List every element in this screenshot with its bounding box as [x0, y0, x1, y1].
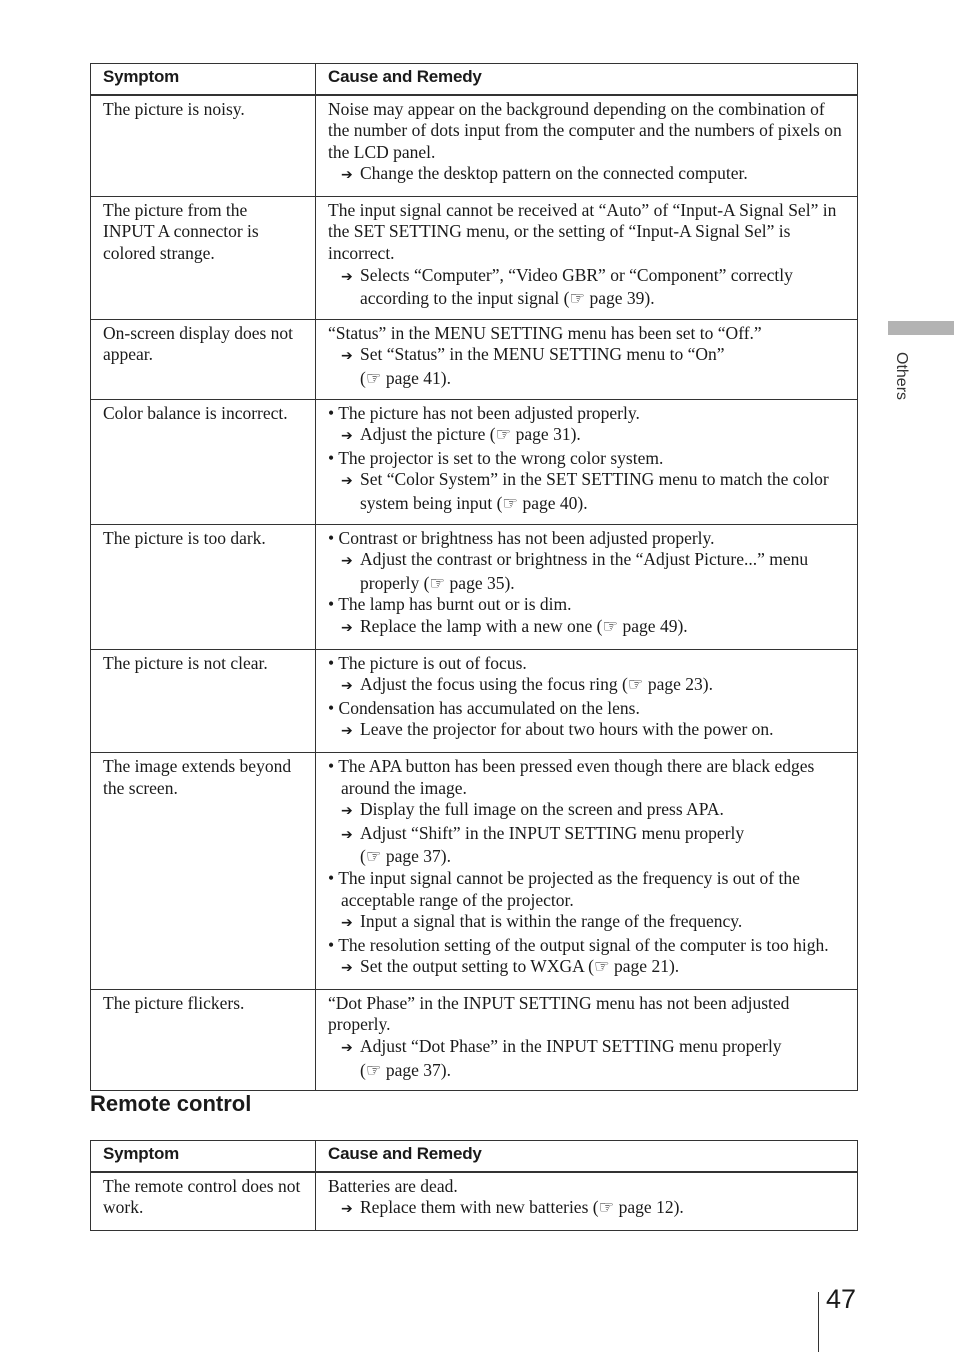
bullet-glyph: • [328, 594, 335, 615]
cause-paragraph [328, 323, 845, 345]
cause-bullet [328, 935, 845, 957]
remote-control-table [90, 1140, 858, 1231]
arrow-icon: ➔ [341, 428, 353, 445]
remedy-line [328, 799, 845, 823]
cause-text: The APA button has been pressed even though there are black edges around the image. [338, 755, 815, 798]
arrow-icon: ➔ [341, 1040, 353, 1057]
cause-bullet [328, 756, 845, 799]
cause-text: The input signal cannot be projected as the frequency is out of the acceptable range of the projector. [338, 867, 800, 910]
remedy-line [328, 1036, 845, 1060]
table-row [91, 399, 858, 524]
cause-remedy-cell [316, 649, 858, 752]
table-row [91, 319, 858, 399]
cause-remedy-cell [316, 399, 858, 524]
cause-text: The projector is set to the wrong color system. [338, 447, 664, 468]
cause-column-header: Cause and Remedy [316, 1141, 858, 1172]
remedy-line [328, 265, 845, 310]
arrow-icon: ➔ [341, 826, 353, 843]
remedy-continuation [328, 846, 845, 868]
table-row [91, 752, 858, 989]
page-reference-text: (☞ page 37). [360, 846, 452, 867]
symptom-cell: On-screen display does not appear. [91, 319, 316, 399]
bullet-glyph: • [328, 697, 335, 718]
remedy-text: Change the desktop pattern on the connected computer. [360, 163, 748, 184]
remedy-continuation [328, 1060, 845, 1082]
cause-bullet [328, 653, 845, 675]
bullet-glyph: • [328, 652, 335, 673]
arrow-icon: ➔ [341, 619, 353, 636]
remedy-text: Replace the lamp with a new one (☞ page 49). [360, 615, 688, 636]
side-tab-label: Others [893, 352, 910, 401]
remedy-text: Adjust “Dot Phase” in the INPUT SETTING menu properly [360, 1036, 782, 1057]
arrow-icon: ➔ [341, 803, 353, 820]
table-row [91, 649, 858, 752]
bullet-glyph: • [328, 447, 335, 468]
remedy-text: Display the full image on the screen and press APA. [360, 799, 724, 820]
cause-text: The lamp has burnt out or is dim. [338, 594, 572, 615]
side-tab-marker [888, 321, 954, 335]
cause-text: “Dot Phase” in the INPUT SETTING menu has not been adjusted properly. [328, 992, 790, 1035]
table-row [91, 196, 858, 319]
arrow-icon: ➔ [341, 915, 353, 932]
remedy-text: Replace them with new batteries (☞ page 12). [360, 1197, 684, 1218]
cause-column-header: Cause and Remedy [316, 64, 858, 95]
table-row [91, 1172, 858, 1231]
arrow-icon: ➔ [341, 268, 353, 285]
symptom-cell: The picture from the INPUT A connector is colored strange. [91, 196, 316, 319]
symptom-column-header: Symptom [91, 64, 316, 95]
remedy-text: Set “Status” in the MENU SETTING menu to “On” [360, 344, 725, 365]
remedy-line [328, 956, 845, 980]
symptom-cell: The picture is not clear. [91, 649, 316, 752]
arrow-icon: ➔ [341, 678, 353, 695]
symptom-cell: The picture flickers. [91, 989, 316, 1090]
remedy-line [328, 719, 845, 743]
remedy-text: Adjust “Shift” in the INPUT SETTING menu properly [360, 822, 745, 843]
table-row [91, 524, 858, 649]
cause-text: The picture is out of focus. [338, 652, 527, 673]
cause-paragraph [328, 1176, 845, 1198]
bullet-glyph: • [328, 867, 335, 888]
arrow-icon: ➔ [341, 723, 353, 740]
remedy-line [328, 344, 845, 368]
cause-bullet [328, 698, 845, 720]
cause-text: “Status” in the MENU SETTING menu has been set to “Off.” [328, 322, 762, 343]
bullet-glyph: • [328, 402, 335, 423]
page-number: 47 [826, 1284, 857, 1314]
remedy-line [328, 911, 845, 935]
table-header-row [91, 1141, 858, 1172]
cause-remedy-cell [316, 95, 858, 197]
remedy-line [328, 616, 845, 640]
cause-remedy-cell [316, 1172, 858, 1231]
cause-remedy-cell [316, 319, 858, 399]
cause-bullet [328, 868, 845, 911]
page-number-rule [818, 1292, 819, 1352]
bullet-glyph: • [328, 527, 335, 548]
arrow-icon: ➔ [341, 348, 353, 365]
arrow-icon: ➔ [341, 960, 353, 977]
remedy-line [328, 1197, 845, 1221]
symptom-cell: The picture is noisy. [91, 95, 316, 197]
remedy-text: Leave the projector for about two hours with the power on. [360, 719, 774, 740]
symptom-cell: The picture is too dark. [91, 524, 316, 649]
cause-bullet [328, 448, 845, 470]
cause-text: Contrast or brightness has not been adjusted properly. [338, 527, 715, 548]
cause-remedy-cell [316, 524, 858, 649]
remedy-line [328, 469, 845, 514]
remedy-continuation [328, 368, 845, 390]
cause-remedy-cell [316, 752, 858, 989]
remedy-line [328, 674, 845, 698]
bullet-glyph: • [328, 755, 335, 776]
cause-text: Condensation has accumulated on the lens. [338, 697, 640, 718]
remedy-text: Selects “Computer”, “Video GBR” or “Component” correctly according to the input signal (☞ page 39). [360, 264, 793, 309]
cause-text: The resolution setting of the output signal of the computer is too high. [338, 934, 829, 955]
table-row [91, 95, 858, 197]
remedy-line [328, 424, 845, 448]
cause-bullet [328, 594, 845, 616]
remedy-text: Adjust the picture (☞ page 31). [360, 424, 581, 445]
symptom-cell: Color balance is incorrect. [91, 399, 316, 524]
arrow-icon: ➔ [341, 167, 353, 184]
cause-remedy-cell [316, 989, 858, 1090]
cause-bullet [328, 528, 845, 550]
cause-paragraph [328, 200, 845, 265]
arrow-icon: ➔ [341, 553, 353, 570]
table-header-row [91, 64, 858, 95]
arrow-icon: ➔ [341, 1201, 353, 1218]
cause-text: Noise may appear on the background depending on the combination of the number of dots input from the computer and the numbers of pixels on the LCD panel. [328, 98, 842, 162]
cause-bullet [328, 403, 845, 425]
remedy-line [328, 549, 845, 594]
remedy-line [328, 163, 845, 187]
cause-text: The picture has not been adjusted properly. [338, 402, 640, 423]
remedy-text: Set the output setting to WXGA (☞ page 21). [360, 956, 680, 977]
page-reference-text: (☞ page 41). [360, 368, 452, 389]
troubleshooting-table [90, 63, 858, 1091]
remedy-text: Set “Color System” in the SET SETTING menu to match the color system being input (☞ page 40). [360, 469, 829, 513]
table-row [91, 989, 858, 1090]
symptom-column-header: Symptom [91, 1141, 316, 1172]
remedy-line [328, 823, 845, 847]
symptom-cell: The image extends beyond the screen. [91, 752, 316, 989]
cause-remedy-cell [316, 196, 858, 319]
remedy-text: Adjust the focus using the focus ring (☞ page 23). [360, 674, 713, 695]
symptom-cell: The remote control does not work. [91, 1172, 316, 1231]
remedy-text: Adjust the contrast or brightness in the “Adjust Picture...” menu properly (☞ page 35). [360, 549, 809, 593]
arrow-icon: ➔ [341, 473, 353, 490]
cause-text: The input signal cannot be received at “Auto” of “Input-A Signal Sel” in the SET SETTING menu, or the setting of “Input-A Signal Sel” is incorrect. [328, 199, 837, 264]
cause-text: Batteries are dead. [328, 1175, 458, 1196]
cause-paragraph [328, 993, 845, 1036]
section-title-remote-control: Remote control [90, 1091, 252, 1116]
remedy-text: Input a signal that is within the range of the frequency. [360, 911, 743, 932]
bullet-glyph: • [328, 934, 335, 955]
page-reference-text: (☞ page 37). [360, 1059, 452, 1080]
cause-paragraph [328, 99, 845, 164]
